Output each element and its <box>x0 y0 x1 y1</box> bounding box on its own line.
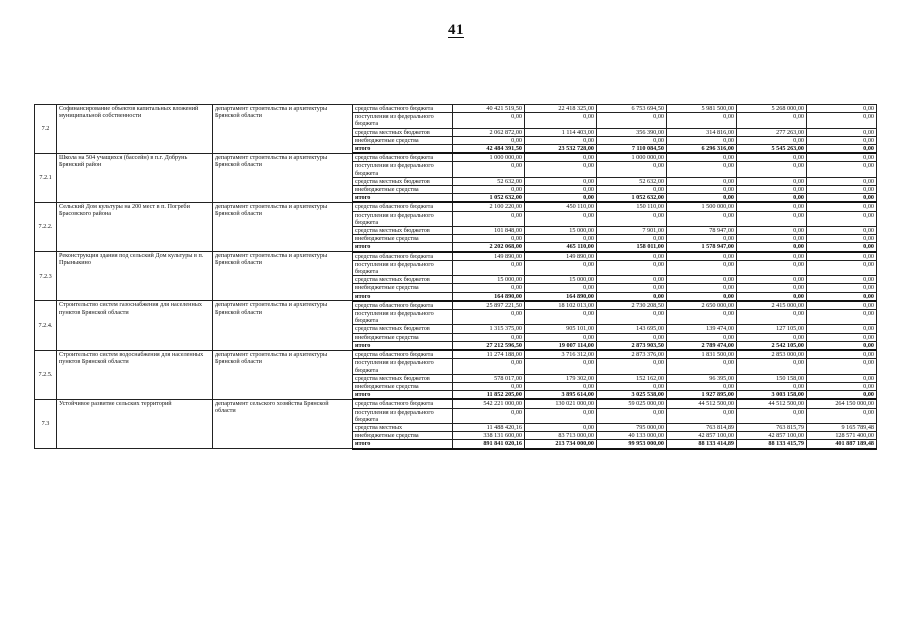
amount-cell: 0,00 <box>453 408 525 423</box>
funding-source: поступления из федерального бюджета <box>353 113 453 128</box>
amount-cell: 0,00 <box>597 136 667 144</box>
funding-source: внебюджетные средства <box>353 382 453 390</box>
amount-cell: 3 895 614,00 <box>525 391 597 400</box>
amount-cell: 0,00 <box>737 276 807 284</box>
amount-cell: 0,00 <box>597 310 667 325</box>
amount-cell: 88 133 414,89 <box>667 440 737 449</box>
table-row <box>35 105 877 113</box>
section-code: 7.2 <box>35 105 57 154</box>
amount-cell: 0,00 <box>453 260 525 275</box>
amount-cell: 0,00 <box>807 292 877 301</box>
funding-source: средства областного бюджета <box>353 252 453 261</box>
section-name: Строительство систем водоснабжения для населенных пунктов Брянской области <box>57 350 213 399</box>
amount-cell: 0,00 <box>737 382 807 390</box>
amount-cell: 179 302,00 <box>525 374 597 382</box>
amount-cell: 78 947,00 <box>667 227 737 235</box>
amount-cell: 5 545 263,00 <box>737 145 807 154</box>
amount-cell: 19 007 114,00 <box>525 341 597 350</box>
amount-cell: 15 000,00 <box>525 227 597 235</box>
budget-table-body <box>35 105 877 449</box>
amount-cell: 25 897 221,50 <box>453 301 525 310</box>
amount-cell: 0,00 <box>597 235 667 243</box>
amount-cell: 11 852 205,00 <box>453 391 525 400</box>
amount-cell: 0,00 <box>807 325 877 333</box>
amount-cell: 2 730 208,50 <box>597 301 667 310</box>
amount-cell: 0,00 <box>737 136 807 144</box>
section-code: 7.3 <box>35 399 57 448</box>
amount-cell: 0,00 <box>453 333 525 341</box>
amount-cell: 0,00 <box>807 113 877 128</box>
amount-cell: 0,00 <box>667 113 737 128</box>
amount-cell: 0,00 <box>525 408 597 423</box>
amount-cell: 0,00 <box>667 162 737 177</box>
amount-cell: 0,00 <box>807 145 877 154</box>
funding-source: поступления из федерального бюджета <box>353 211 453 226</box>
amount-cell: 0,00 <box>667 292 737 301</box>
amount-cell: 9 165 789,48 <box>807 423 877 431</box>
amount-cell: 2 873 376,00 <box>597 350 667 359</box>
amount-cell: 128 571 400,00 <box>807 432 877 440</box>
funding-source: средства областного бюджета <box>353 399 453 408</box>
section-name: Софинансирование объектов капитальных вложений муниципальной собственности <box>57 105 213 154</box>
amount-cell: 0,00 <box>667 252 737 261</box>
funding-source: итого <box>353 194 453 203</box>
amount-cell: 542 221 000,00 <box>453 399 525 408</box>
amount-cell: 0,00 <box>525 153 597 162</box>
section-executor: департамент строительства и архитектуры Брянской области <box>213 202 353 251</box>
amount-cell: 0,00 <box>525 113 597 128</box>
amount-cell: 0,00 <box>525 284 597 292</box>
amount-cell: 0,00 <box>597 333 667 341</box>
budget-table <box>34 104 877 450</box>
amount-cell: 0,00 <box>667 260 737 275</box>
amount-cell: 578 017,00 <box>453 374 525 382</box>
amount-cell: 0,00 <box>597 382 667 390</box>
amount-cell: 0,00 <box>597 292 667 301</box>
amount-cell: 0,00 <box>597 284 667 292</box>
amount-cell: 0,00 <box>737 252 807 261</box>
amount-cell: 0,00 <box>667 186 737 194</box>
amount-cell: 0,00 <box>667 359 737 374</box>
amount-cell: 0,00 <box>525 194 597 203</box>
funding-source: итого <box>353 145 453 154</box>
amount-cell: 0,00 <box>807 310 877 325</box>
amount-cell: 164 890,00 <box>453 292 525 301</box>
section-code: 7.2.2. <box>35 202 57 251</box>
amount-cell: 2 202 068,00 <box>453 243 525 252</box>
table-row <box>35 350 877 359</box>
amount-cell: 356 390,00 <box>597 128 667 136</box>
amount-cell: 42 857 100,00 <box>737 432 807 440</box>
section-executor: департамент строительства и архитектуры Брянской области <box>213 105 353 154</box>
amount-cell: 0,00 <box>807 333 877 341</box>
amount-cell: 0,00 <box>525 211 597 226</box>
amount-cell: 3 003 158,00 <box>737 391 807 400</box>
amount-cell: 795 000,00 <box>597 423 667 431</box>
amount-cell: 0,00 <box>737 153 807 162</box>
amount-cell: 1 052 632,00 <box>453 194 525 203</box>
amount-cell: 0,00 <box>737 333 807 341</box>
amount-cell: 152 162,00 <box>597 374 667 382</box>
amount-cell: 0,00 <box>667 276 737 284</box>
amount-cell: 44 512 500,00 <box>737 399 807 408</box>
section-code: 7.2.5. <box>35 350 57 399</box>
amount-cell: 0,00 <box>737 235 807 243</box>
page-number: 41 <box>448 22 464 38</box>
funding-source: поступления из федерального бюджета <box>353 408 453 423</box>
amount-cell: 59 025 000,00 <box>597 399 667 408</box>
amount-cell: 15 000,00 <box>453 276 525 284</box>
amount-cell: 0,00 <box>807 202 877 211</box>
amount-cell: 0,00 <box>453 136 525 144</box>
amount-cell: 0,00 <box>807 276 877 284</box>
amount-cell: 0,00 <box>807 105 877 113</box>
amount-cell: 0,00 <box>667 382 737 390</box>
funding-source: внебюджетные средства <box>353 136 453 144</box>
amount-cell: 0,00 <box>667 153 737 162</box>
amount-cell: 763 815,79 <box>737 423 807 431</box>
amount-cell: 0,00 <box>597 186 667 194</box>
amount-cell: 1 000 000,00 <box>597 153 667 162</box>
amount-cell: 5 268 000,00 <box>737 105 807 113</box>
funding-source: внебюджетные средства <box>353 284 453 292</box>
amount-cell: 149 890,00 <box>453 252 525 261</box>
amount-cell: 0,00 <box>807 350 877 359</box>
amount-cell: 0,00 <box>525 423 597 431</box>
funding-source: внебюджетные средства <box>353 186 453 194</box>
amount-cell: 0,00 <box>737 284 807 292</box>
amount-cell: 158 011,00 <box>597 243 667 252</box>
amount-cell: 2 542 105,00 <box>737 341 807 350</box>
table-row <box>35 252 877 261</box>
amount-cell: 891 841 020,16 <box>453 440 525 449</box>
amount-cell: 127 105,00 <box>737 325 807 333</box>
amount-cell: 314 816,00 <box>667 128 737 136</box>
section-executor: департамент строительства и архитектуры Брянской области <box>213 252 353 301</box>
section-executor: департамент сельского хозяйства Брянской области <box>213 399 353 448</box>
amount-cell: 6 753 694,50 <box>597 105 667 113</box>
funding-source: внебюджетные средства <box>353 235 453 243</box>
amount-cell: 0,00 <box>807 341 877 350</box>
funding-source: итого <box>353 440 453 449</box>
amount-cell: 0,00 <box>807 162 877 177</box>
amount-cell: 0,00 <box>525 186 597 194</box>
table-row <box>35 399 877 408</box>
amount-cell: 99 953 000,00 <box>597 440 667 449</box>
amount-cell: 23 532 728,00 <box>525 145 597 154</box>
amount-cell: 2 853 000,00 <box>737 350 807 359</box>
amount-cell: 1 500 000,00 <box>667 202 737 211</box>
amount-cell: 164 890,00 <box>525 292 597 301</box>
funding-source: средства местных <box>353 423 453 431</box>
amount-cell: 0,00 <box>667 235 737 243</box>
amount-cell: 465 110,00 <box>525 243 597 252</box>
amount-cell: 0,00 <box>807 186 877 194</box>
amount-cell: 0,00 <box>453 211 525 226</box>
amount-cell: 0,00 <box>807 227 877 235</box>
amount-cell: 0,00 <box>737 243 807 252</box>
amount-cell: 0,00 <box>525 333 597 341</box>
amount-cell: 0,00 <box>525 310 597 325</box>
amount-cell: 101 848,00 <box>453 227 525 235</box>
amount-cell: 0,00 <box>737 408 807 423</box>
funding-source: средства местных бюджетов <box>353 325 453 333</box>
amount-cell: 0,00 <box>453 162 525 177</box>
amount-cell: 2 100 220,00 <box>453 202 525 211</box>
funding-source: средства областного бюджета <box>353 301 453 310</box>
funding-source: средства местных бюджетов <box>353 128 453 136</box>
amount-cell: 150 110,00 <box>597 202 667 211</box>
amount-cell: 22 418 325,00 <box>525 105 597 113</box>
amount-cell: 401 887 189,48 <box>807 440 877 449</box>
table-row <box>35 202 877 211</box>
amount-cell: 1 927 895,00 <box>667 391 737 400</box>
amount-cell: 0,00 <box>807 284 877 292</box>
funding-source: внебюджетные средства <box>353 432 453 440</box>
amount-cell: 0,00 <box>737 202 807 211</box>
amount-cell: 1 114 403,00 <box>525 128 597 136</box>
amount-cell: 0,00 <box>807 194 877 203</box>
amount-cell: 0,00 <box>453 310 525 325</box>
table-row <box>35 301 877 310</box>
amount-cell: 450 110,00 <box>525 202 597 211</box>
amount-cell: 0,00 <box>807 382 877 390</box>
amount-cell: 0,00 <box>525 382 597 390</box>
amount-cell: 96 395,00 <box>667 374 737 382</box>
amount-cell: 0,00 <box>807 128 877 136</box>
funding-source: средства местных бюджетов <box>353 227 453 235</box>
amount-cell: 149 890,00 <box>525 252 597 261</box>
amount-cell: 0,00 <box>807 211 877 226</box>
amount-cell: 42 857 100,00 <box>667 432 737 440</box>
amount-cell: 0,00 <box>525 177 597 185</box>
amount-cell: 0,00 <box>667 136 737 144</box>
amount-cell: 0,00 <box>737 260 807 275</box>
amount-cell: 905 101,00 <box>525 325 597 333</box>
section-executor: департамент строительства и архитектуры Брянской области <box>213 301 353 350</box>
amount-cell: 2 789 474,00 <box>667 341 737 350</box>
amount-cell: 0,00 <box>807 153 877 162</box>
amount-cell: 0,00 <box>737 186 807 194</box>
funding-source: поступления из федерального бюджета <box>353 310 453 325</box>
funding-source: итого <box>353 341 453 350</box>
amount-cell: 0,00 <box>667 408 737 423</box>
amount-cell: 0,00 <box>737 310 807 325</box>
amount-cell: 88 133 415,79 <box>737 440 807 449</box>
funding-source: итого <box>353 391 453 400</box>
funding-source: средства местных бюджетов <box>353 276 453 284</box>
amount-cell: 0,00 <box>737 292 807 301</box>
amount-cell: 3 716 312,00 <box>525 350 597 359</box>
amount-cell: 2 415 000,00 <box>737 301 807 310</box>
funding-source: средства местных бюджетов <box>353 177 453 185</box>
funding-source: средства местных бюджетов <box>353 374 453 382</box>
amount-cell: 7 110 084,50 <box>597 145 667 154</box>
amount-cell: 0,00 <box>453 284 525 292</box>
amount-cell: 0,00 <box>737 211 807 226</box>
funding-source: средства областного бюджета <box>353 202 453 211</box>
amount-cell: 0,00 <box>737 162 807 177</box>
amount-cell: 40 133 000,00 <box>597 432 667 440</box>
amount-cell: 6 296 316,00 <box>667 145 737 154</box>
section-name: Строительство систем газоснабжения для населенных пунктов Брянской области <box>57 301 213 350</box>
amount-cell: 0,00 <box>807 177 877 185</box>
section-code: 7.2.4. <box>35 301 57 350</box>
amount-cell: 2 062 872,00 <box>453 128 525 136</box>
section-name: Устойчивое развитие сельских территорий <box>57 399 213 448</box>
amount-cell: 1 315 375,00 <box>453 325 525 333</box>
amount-cell: 1 831 500,00 <box>667 350 737 359</box>
amount-cell: 0,00 <box>737 177 807 185</box>
section-executor: департамент строительства и архитектуры Брянской области <box>213 350 353 399</box>
section-name: Реконструкция здания под сельский Дом культуры в п. Прыныкино <box>57 252 213 301</box>
amount-cell: 1 000 000,00 <box>453 153 525 162</box>
amount-cell: 0,00 <box>597 276 667 284</box>
funding-source: поступления из федерального бюджета <box>353 162 453 177</box>
amount-cell: 264 150 000,00 <box>807 399 877 408</box>
amount-cell: 0,00 <box>597 260 667 275</box>
funding-source: средства областного бюджета <box>353 153 453 162</box>
funding-source: средства областного бюджета <box>353 350 453 359</box>
funding-source: итого <box>353 243 453 252</box>
amount-cell: 0,00 <box>807 252 877 261</box>
amount-cell: 0,00 <box>667 284 737 292</box>
amount-cell: 0,00 <box>807 243 877 252</box>
funding-source: поступления из федерального бюджета <box>353 260 453 275</box>
amount-cell: 0,00 <box>453 359 525 374</box>
amount-cell: 0,00 <box>807 301 877 310</box>
funding-source: поступления из федерального бюджета <box>353 359 453 374</box>
amount-cell: 139 474,00 <box>667 325 737 333</box>
amount-cell: 0,00 <box>597 113 667 128</box>
amount-cell: 5 981 500,00 <box>667 105 737 113</box>
section-code: 7.2.3 <box>35 252 57 301</box>
amount-cell: 0,00 <box>807 136 877 144</box>
amount-cell: 0,00 <box>737 113 807 128</box>
amount-cell: 130 021 000,00 <box>525 399 597 408</box>
amount-cell: 11 274 188,00 <box>453 350 525 359</box>
amount-cell: 763 814,89 <box>667 423 737 431</box>
amount-cell: 44 512 500,00 <box>667 399 737 408</box>
amount-cell: 83 713 000,00 <box>525 432 597 440</box>
amount-cell: 0,00 <box>525 359 597 374</box>
funding-source: внебюджетные средства <box>353 333 453 341</box>
amount-cell: 2 650 000,00 <box>667 301 737 310</box>
amount-cell: 0,00 <box>807 391 877 400</box>
amount-cell: 27 212 596,50 <box>453 341 525 350</box>
amount-cell: 18 102 013,00 <box>525 301 597 310</box>
amount-cell: 0,00 <box>807 408 877 423</box>
amount-cell: 1 052 632,00 <box>597 194 667 203</box>
amount-cell: 213 734 000,00 <box>525 440 597 449</box>
amount-cell: 0,00 <box>807 235 877 243</box>
amount-cell: 0,00 <box>737 359 807 374</box>
amount-cell: 0,00 <box>525 162 597 177</box>
amount-cell: 0,00 <box>453 235 525 243</box>
amount-cell: 143 695,00 <box>597 325 667 333</box>
amount-cell: 2 873 903,50 <box>597 341 667 350</box>
amount-cell: 0,00 <box>737 227 807 235</box>
funding-source: итого <box>353 292 453 301</box>
amount-cell: 0,00 <box>525 260 597 275</box>
amount-cell: 1 578 947,00 <box>667 243 737 252</box>
amount-cell: 11 488 420,16 <box>453 423 525 431</box>
amount-cell: 0,00 <box>525 136 597 144</box>
funding-source: средства областного бюджета <box>353 105 453 113</box>
amount-cell: 42 484 391,50 <box>453 145 525 154</box>
amount-cell: 0,00 <box>667 310 737 325</box>
amount-cell: 7 901,00 <box>597 227 667 235</box>
section-name: Сельский Дом культуры на 200 мест в п. Погреби Брасовского района <box>57 202 213 251</box>
amount-cell: 40 421 519,50 <box>453 105 525 113</box>
amount-cell: 0,00 <box>597 359 667 374</box>
amount-cell: 0,00 <box>737 194 807 203</box>
amount-cell: 3 025 538,00 <box>597 391 667 400</box>
amount-cell: 0,00 <box>597 408 667 423</box>
amount-cell: 150 158,00 <box>737 374 807 382</box>
amount-cell: 0,00 <box>453 382 525 390</box>
amount-cell: 15 000,00 <box>525 276 597 284</box>
section-code: 7.2.1 <box>35 153 57 202</box>
amount-cell: 0,00 <box>807 260 877 275</box>
amount-cell: 0,00 <box>453 186 525 194</box>
amount-cell: 277 263,00 <box>737 128 807 136</box>
amount-cell: 338 131 600,00 <box>453 432 525 440</box>
amount-cell: 52 632,00 <box>453 177 525 185</box>
amount-cell: 0,00 <box>807 359 877 374</box>
amount-cell: 0,00 <box>597 211 667 226</box>
amount-cell: 0,00 <box>525 235 597 243</box>
amount-cell: 0,00 <box>667 194 737 203</box>
section-executor: департамент строительства и архитектуры Брянской области <box>213 153 353 202</box>
section-name: Школа на 504 учащихся (бассейн) в п.г. Добрунь Брянский район <box>57 153 213 202</box>
amount-cell: 0,00 <box>667 211 737 226</box>
amount-cell: 0,00 <box>667 177 737 185</box>
amount-cell: 52 632,00 <box>597 177 667 185</box>
amount-cell: 0,00 <box>807 374 877 382</box>
amount-cell: 0,00 <box>453 113 525 128</box>
amount-cell: 0,00 <box>597 252 667 261</box>
amount-cell: 0,00 <box>667 333 737 341</box>
table-row <box>35 153 877 162</box>
amount-cell: 0,00 <box>597 162 667 177</box>
